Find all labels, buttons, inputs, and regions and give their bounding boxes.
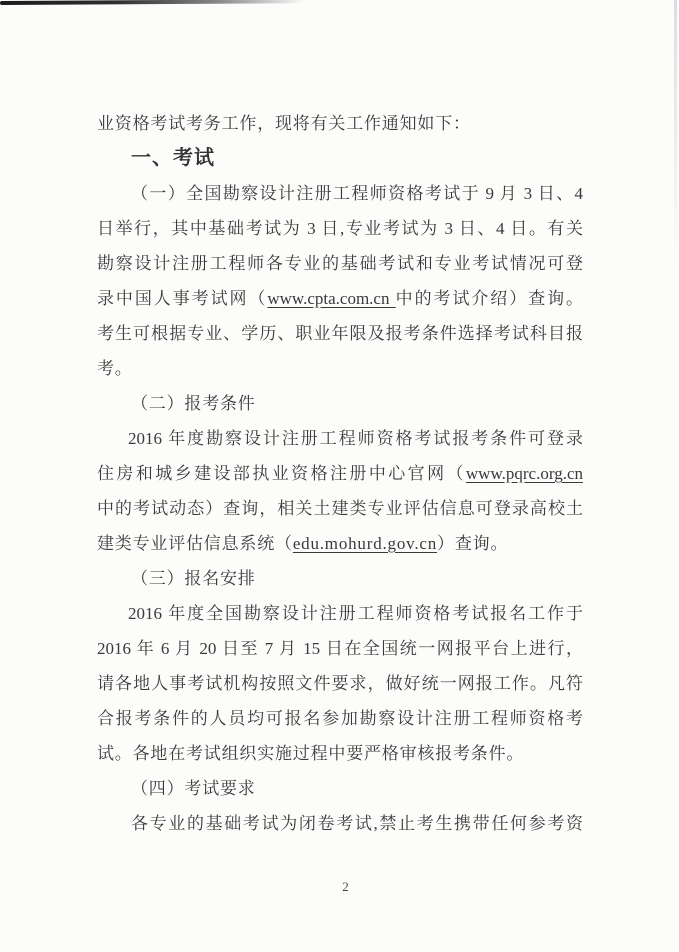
document-line: 合报考条件的人员均可报名参加勘察设计注册工程师资格考 <box>97 709 583 728</box>
document-line: 试。各地在考试组织实施过程中要严格审核报考条件。 <box>97 744 525 763</box>
document-line: 日举行，其中基础考试为 3 日,专业考试为 3 日、4 日。有关 <box>97 219 583 238</box>
document-line: 各专业的基础考试为闭卷考试,禁止考生携带任何参考资 <box>131 814 583 833</box>
line-text: 中的考试介绍）查询。 <box>395 289 584 308</box>
subsection-heading: （二）报考条件 <box>131 394 256 413</box>
page-number: 2 <box>342 879 349 894</box>
document-line <box>97 526 583 561</box>
document-line: （一）全国勘察设计注册工程师资格考试于 9 月 3 日、4 <box>131 184 583 203</box>
cpta-url-link: www.cpta.com.cn <box>267 289 396 308</box>
scan-artifact-top-edge <box>0 0 305 5</box>
subsection-heading: （三）报名安排 <box>131 569 256 588</box>
document-line: 勘察设计注册工程师各专业的基础考试和专业考试情况可登 <box>97 254 583 273</box>
document-line: 考。 <box>97 359 133 378</box>
line-text: 建类专业评估信息系统（ <box>97 534 293 553</box>
line-text: 录中国人事考试网（ <box>97 289 268 308</box>
line-text: ）查询。 <box>437 534 509 553</box>
document-line: 中的考试动态）查询，相关土建类专业评估信息可登录高校土 <box>97 499 583 518</box>
document-line: 2016 年度全国勘察设计注册工程师资格考试报名工作于 <box>128 604 583 623</box>
document-line: 考生可根据专业、学历、职业年限及报考条件选择考试科目报 <box>97 324 583 343</box>
line-text: 住房和城乡建设部执业资格注册中心官网（ <box>97 464 466 483</box>
pqrc-url-link: www.pqrc.org.cn <box>465 464 583 483</box>
document-line: 2016 年 6 月 20 日至 7 月 15 日在全国统一网报平台上进行， <box>97 639 583 658</box>
document-line <box>97 281 583 316</box>
document-line: 2016 年度勘察设计注册工程师资格考试报考条件可登录 <box>128 429 583 448</box>
section-heading: 一、考试 <box>131 147 215 169</box>
subsection-heading: （四）考试要求 <box>131 779 256 798</box>
mohurd-url-link: edu.mohurd.gov.cn <box>292 534 438 553</box>
scan-artifact-right-edge <box>674 0 677 270</box>
document-line: 请各地人事考试机构按照文件要求，做好统一网报工作。凡符 <box>97 674 583 693</box>
document-line: 业资格考试考务工作，现将有关工作通知如下： <box>97 114 471 133</box>
document-body <box>97 106 583 841</box>
document-line <box>97 456 583 491</box>
